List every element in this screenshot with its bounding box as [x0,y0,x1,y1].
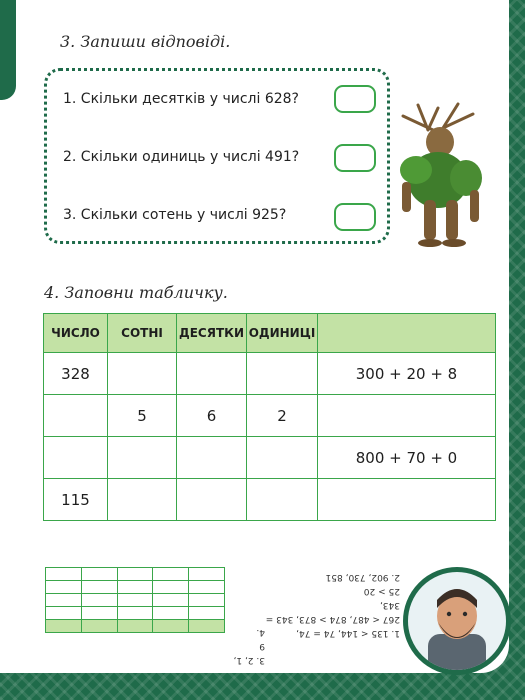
cell-units[interactable] [247,353,318,395]
place-value-table [43,313,496,521]
answer-line: 25 > 20 [363,586,400,596]
cell-hundreds[interactable]: 5 [108,395,177,437]
task3-title: 3. Запиши відповіді. [60,32,231,51]
cell-units[interactable] [247,479,318,521]
cell-expanded[interactable]: 800 + 70 + 0 [318,437,496,479]
header-number: ЧИСЛО [44,314,108,353]
answer-line: 4. [256,627,265,637]
answer-line: 267 < 487, 874 > 873, 343 = 343, [265,600,400,624]
cell-expanded[interactable]: 300 + 20 + 8 [318,353,496,395]
answer-box-2[interactable] [334,144,376,172]
cell-number[interactable] [44,395,108,437]
cell-number[interactable]: 328 [44,353,108,395]
cell-expanded[interactable] [318,479,496,521]
answer-box-3[interactable] [334,203,376,231]
frame-corner [0,0,16,100]
dwarf-illustration [408,572,506,670]
cell-units[interactable] [247,437,318,479]
cell-number[interactable]: 115 [44,479,108,521]
cell-hundreds[interactable] [108,479,177,521]
question-3: 3. Скільки сотень у числі 925? [63,207,287,223]
table-row [44,437,496,479]
cell-tens[interactable] [177,353,247,395]
question-1: 1. Скільки десятків у числі 628? [63,91,299,107]
cell-hundreds[interactable] [108,353,177,395]
table-row [44,395,496,437]
answer-line: 3. 2, 1, 9 [233,641,265,665]
header-hundreds: СОТНІ [108,314,177,353]
answer-box-1[interactable] [334,85,376,113]
header-expanded [318,314,496,353]
cell-number[interactable] [44,437,108,479]
cell-tens[interactable] [177,437,247,479]
cell-tens[interactable] [177,479,247,521]
answer-key-mini-table [45,558,225,633]
table-row [44,479,496,521]
dwarf-avatar [403,567,511,675]
header-tens: ДЕСЯТКИ [177,314,247,353]
task4-title: 4. Заповни табличку. [44,283,228,302]
cell-tens[interactable]: 6 [177,395,247,437]
header-units: ОДИНИЦІ [247,314,318,353]
answer-key-text-2 [225,625,265,667]
tree-creature-illustration [388,100,494,250]
table-row [44,353,496,395]
table-header-row [44,314,496,353]
cell-hundreds[interactable] [108,437,177,479]
answer-line: 2. 902, 730, 851 [325,572,400,582]
answer-line: 1. 135 < 144, 74 = 74, [296,628,400,638]
cell-units[interactable]: 2 [247,395,318,437]
answer-key-text [250,570,400,640]
cell-expanded[interactable] [318,395,496,437]
question-2: 2. Скільки одиниць у числі 491? [63,149,300,165]
